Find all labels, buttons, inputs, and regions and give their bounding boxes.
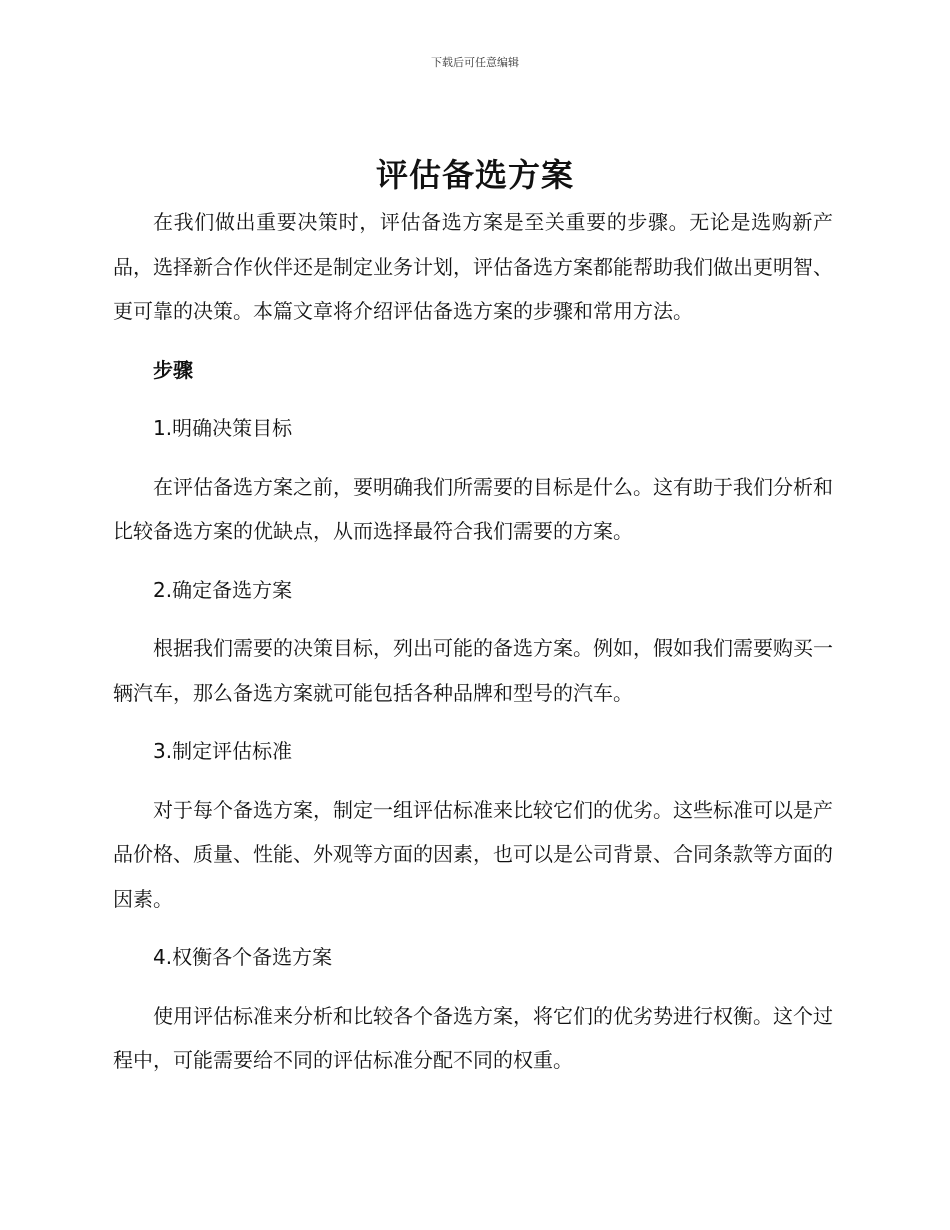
step-body: 根据我们需要的决策目标，列出可能的备选方案。例如，假如我们需要购买一辆汽车，那么备选方案就可能包括各种品牌和型号的汽车。 [113,636,833,705]
step-title: 2.确定备选方案 [153,577,293,602]
step-title: 4.权衡各个备选方案 [153,945,333,969]
document-title: 评估备选方案 [375,156,574,194]
document-body [113,200,833,1083]
step-body: 在评估备选方案之前，要明确我们所需要的目标是什么。这有助于我们分析和比较备选方案的优缺点，从而选择最符合我们需要的方案。 [113,474,833,543]
step-title: 1.明确决策目标 [153,416,293,440]
intro-paragraph: 在我们做出重要决策时，评估备选方案是至关重要的步骤。无论是选购新产品，选择新合作伙伴还是制定业务计划，评估备选方案都能帮助我们做出更明智、更可靠的决策。本篇文章将介绍评估备选方案的步骤和常用方法。 [113,210,833,323]
step-body: 使用评估标准来分析和比较各个备选方案，将它们的优劣势进行权衡。这个过程中，可能需要给不同的评估标准分配不同的权重。 [113,1003,833,1072]
section-heading: 步骤 [153,357,193,382]
step-title: 3.制定评估标准 [153,739,293,763]
step-body: 对于每个备选方案，制定一组评估标准来比较它们的优劣。这些标准可以是产品价格、质量、性能、外观等方面的因素，也可以是公司背景、合同条款等方面的因素。 [113,797,833,911]
page-header-note: 下载后可任意编辑 [431,56,519,69]
